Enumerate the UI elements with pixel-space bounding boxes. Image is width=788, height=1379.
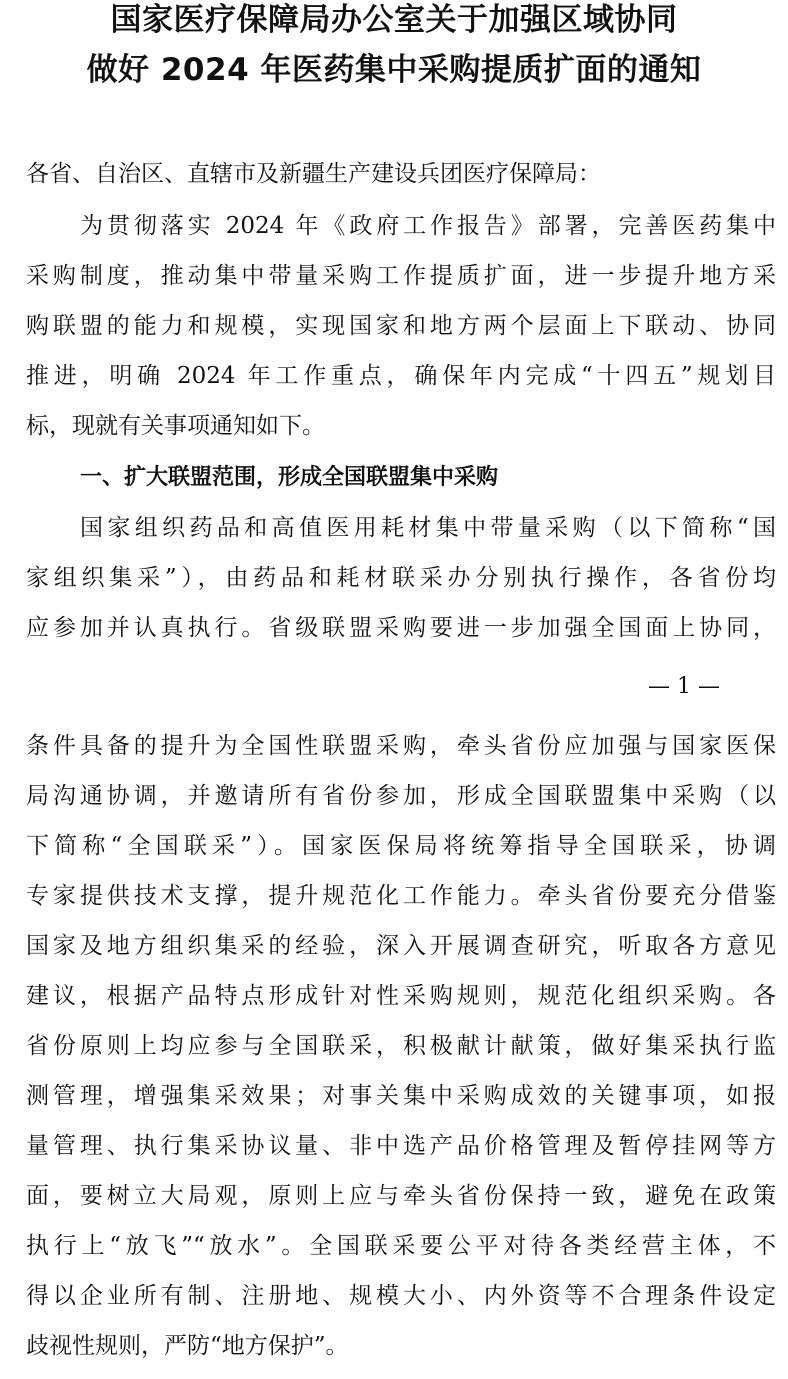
section-paragraph-line: 条件具备的提升为全国性联盟采购，牵头省份应加强与国家医保 [26,733,776,759]
document-title-line-1: 国家医疗保障局办公室关于加强区域协同 [110,2,678,38]
section-paragraph-line: 专家提供技术支撑，提升规范化工作能力。牵头省份要充分借鉴 [26,883,776,909]
section-paragraph-line: 省份原则上均应参与全国联采，积极献计献策，做好集采执行监 [26,1033,776,1059]
document-title-line-2: 做好 2024 年医药集中采购提质扩面的通知 [86,52,702,88]
page-number: — 1 — [648,674,720,699]
section-paragraph-line: 国家组织药品和高值医用耗材集中带量采购（以下简称“国 [80,515,776,541]
salutation: 各省、自治区、直辖市及新疆生产建设兵团医疗保障局： [26,161,601,187]
intro-paragraph-line: 采购制度，推动集中带量采购工作提质扩面，进一步提升地方采 [26,263,776,289]
section-heading: 一、扩大联盟范围，形成全国联盟集中采购 [80,465,499,490]
section-paragraph-line: 下简称“全国联采”）。国家医保局将统筹指导全国联采，协调 [26,833,776,859]
intro-paragraph-line: 为贯彻落实 2024 年《政府工作报告》部署，完善医药集中 [80,213,776,239]
section-paragraph-line: 得以企业所有制、注册地、规模大小、内外资等不合理条件设定 [26,1283,776,1309]
section-paragraph-line: 家组织集采”），由药品和耗材联采办分别执行操作，各省份均 [26,565,776,591]
section-paragraph-line: 局沟通协调，并邀请所有省份参加，形成全国联盟集中采购（以 [26,783,776,809]
intro-paragraph-line: 购联盟的能力和规模，实现国家和地方两个层面上下联动、协同 [26,313,776,339]
section-paragraph-line: 量管理、执行集采协议量、非中选产品价格管理及暂停挂网等方 [26,1133,776,1159]
section-paragraph-line: 执行上“放飞”“放水”。全国联采要公平对待各类经营主体，不 [26,1233,776,1259]
section-paragraph-line: 歧视性规则，严防“地方保护”。 [26,1333,349,1359]
section-paragraph-line: 面，要树立大局观，原则上应与牵头省份保持一致，避免在政策 [26,1183,776,1209]
section-paragraph-line: 建议，根据产品特点形成针对性采购规则，规范化组织采购。各 [26,983,776,1009]
intro-paragraph-line: 推进，明确 2024 年工作重点，确保年内完成“十四五”规划目 [26,363,776,389]
section-paragraph-line: 国家及地方组织集采的经验，深入开展调查研究，听取各方意见 [26,933,776,959]
section-paragraph-line: 测管理，增强集采效果；对事关集中采购成效的关键事项，如报 [26,1083,776,1109]
section-paragraph-line: 应参加并认真执行。省级联盟采购要进一步加强全国面上协同， [26,615,776,641]
intro-paragraph-line: 标，现就有关事项通知如下。 [26,413,325,439]
